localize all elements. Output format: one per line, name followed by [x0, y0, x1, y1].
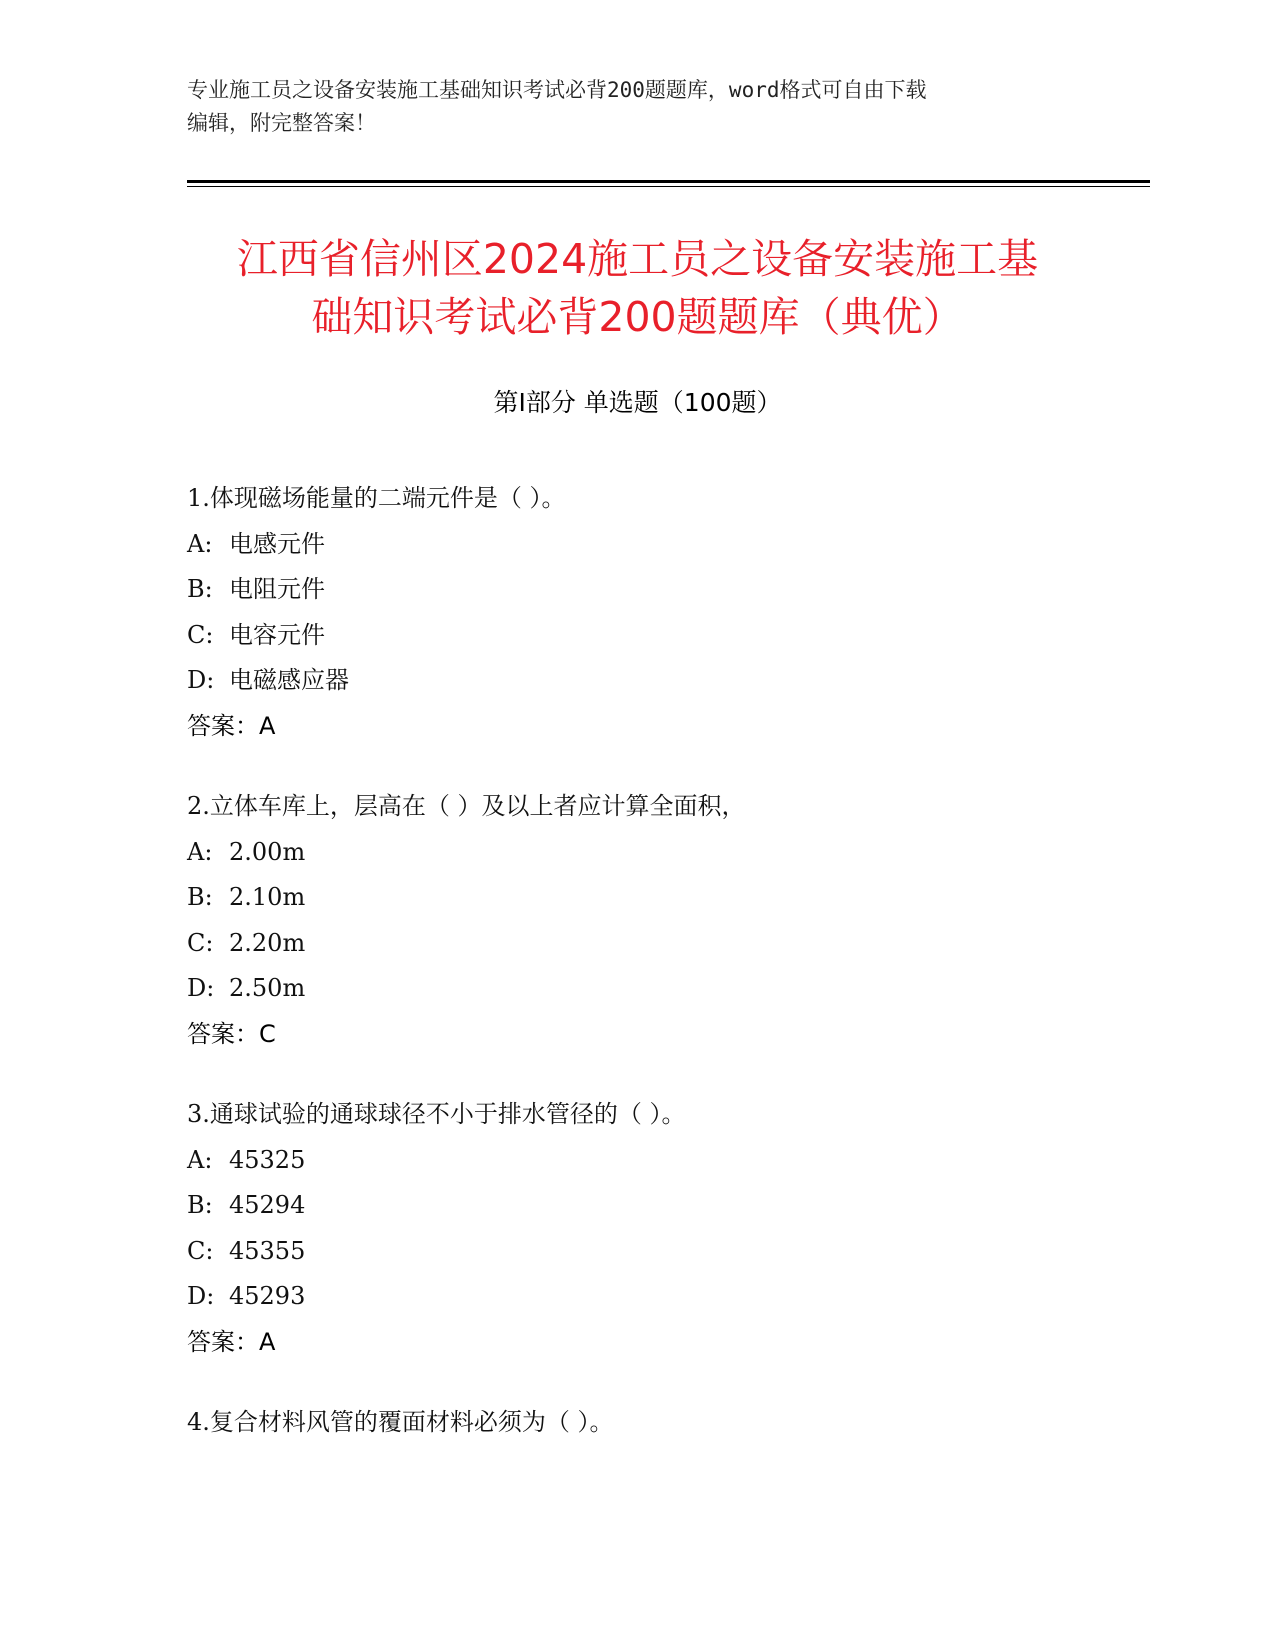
option-text: 2.00m: [229, 837, 306, 866]
option-key: A:: [187, 1145, 213, 1174]
option-key: D:: [187, 1282, 215, 1310]
option-text: 45355: [229, 1236, 306, 1265]
option-text: 2.50m: [229, 974, 306, 1002]
header-note: [187, 74, 1087, 140]
option-b: [187, 567, 1147, 613]
option-text: 2.20m: [229, 928, 306, 957]
question-list: [187, 476, 1147, 1481]
option-text: 45293: [229, 1282, 306, 1310]
question-1: [187, 476, 1147, 749]
option-key: C:: [187, 928, 214, 957]
option-d: [187, 658, 1147, 704]
option-c: [187, 613, 1147, 659]
option-c: [187, 921, 1147, 967]
option-d: [187, 966, 1147, 1012]
option-text: 45325: [229, 1145, 306, 1174]
option-key: B:: [187, 575, 213, 603]
option-key: D:: [187, 666, 215, 694]
option-key: B:: [187, 1191, 213, 1219]
option-text: 电感元件: [229, 529, 325, 558]
option-key: A:: [187, 529, 213, 558]
question-stem: 3.通球试验的通球球径不小于排水管径的（ ）。: [187, 1100, 686, 1128]
answer: 答案：A: [187, 711, 276, 740]
option-b: [187, 1183, 1147, 1229]
question-3: [187, 1092, 1147, 1365]
option-text: 电阻元件: [229, 575, 325, 603]
option-key: D:: [187, 974, 215, 1002]
document-title-line-1: 江西省信州区2024施工员之设备安装施工基: [236, 235, 1039, 283]
option-key: C:: [187, 1236, 214, 1265]
question-stem: 2.立体车库上，层高在（ ）及以上者应计算全面积，: [187, 792, 746, 820]
question-4: [187, 1400, 1147, 1446]
question-2: [187, 784, 1147, 1057]
option-b: [187, 875, 1147, 921]
option-a: [187, 1138, 1147, 1184]
question-stem: 1.体现磁场能量的二端元件是（ ）。: [187, 484, 566, 512]
header-note-line-2: 编辑，附完整答案！: [187, 111, 376, 135]
document-title: [150, 230, 1125, 346]
document-title-line-2: 础知识考试必背200题题库（典优）: [311, 293, 964, 341]
question-stem: 4.复合材料风管的覆面材料必须为（ ）。: [187, 1408, 614, 1436]
option-key: A:: [187, 837, 213, 866]
answer: 答案：C: [187, 1019, 276, 1048]
option-text: 45294: [229, 1191, 306, 1219]
option-key: C:: [187, 620, 214, 649]
section-heading: 第Ⅰ部分 单选题（100题）: [493, 388, 782, 417]
option-c: [187, 1229, 1147, 1275]
option-d: [187, 1274, 1147, 1320]
header-divider-thin: [187, 186, 1150, 187]
option-text: 电磁感应器: [229, 666, 349, 694]
option-text: 电容元件: [229, 620, 325, 649]
option-a: [187, 830, 1147, 876]
option-key: B:: [187, 883, 213, 911]
header-note-line-1: 专业施工员之设备安装施工基础知识考试必背200题题库，word格式可自由下载: [187, 78, 927, 102]
header-divider-thick: [187, 180, 1150, 183]
option-text: 2.10m: [229, 883, 306, 911]
option-a: [187, 522, 1147, 568]
answer: 答案：A: [187, 1327, 276, 1356]
